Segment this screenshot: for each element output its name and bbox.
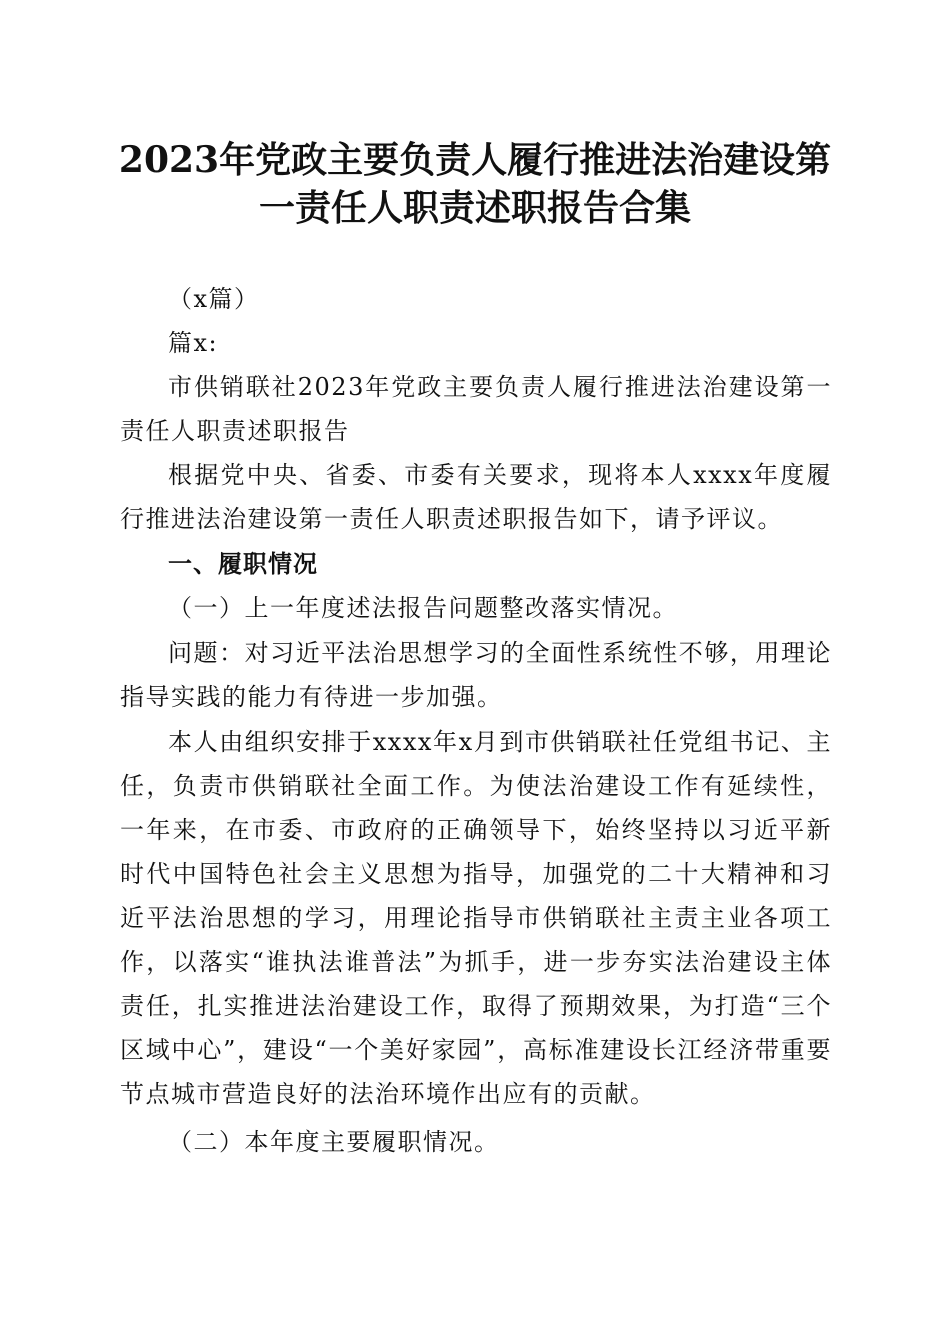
article-count-note: （x篇） xyxy=(168,285,260,313)
document-title-line-1: 2023年党政主要负责人履行推进法治建设第 xyxy=(118,139,832,181)
body-paragraph: 本人由组织安排于xxxx年x月到市供销联社任党组书记、主任，负责市供销联社全面工作。为使法治建设工作有延续性，一年来，在市委、市政府的正确领导下，始终坚持以习近平新时代中国特色社会主义思想为指导，加强党的二十大精神和习近平法治思想的学习，用理论指导市供销联社主责主业各项工作，以落实“谁执法谁普法”为抓手，进一步夯实法治建设主体责任，扎实推进法治建设工作，取得了预期效果，为打造“三个区域中心”，建设“一个美好家园”，高标准建设长江经济带重要节点城市营造良好的法治环境作出应有的贡献。 xyxy=(120,728,832,1108)
intro-paragraph: 根据党中央、省委、市委有关要求，现将本人xxxx年度履行推进法治建设第一责任人职责述职报告如下，请予评议。 xyxy=(120,461,832,533)
article-label: 篇x: xyxy=(168,329,219,357)
issue-paragraph: 问题：对习近平法治思想学习的全面性系统性不够，用理论指导实践的能力有待进一步加强。 xyxy=(120,639,832,711)
subsection-heading-2: （二）本年度主要履职情况。 xyxy=(168,1128,500,1156)
section-heading: 一、履职情况 xyxy=(168,550,318,578)
subsection-heading-1: （一）上一年度述法报告问题整改落实情况。 xyxy=(168,594,678,622)
document-title-line-2: 一责任人职责述职报告合集 xyxy=(258,187,691,229)
report-subtitle: 市供销联社2023年党政主要负责人履行推进法治建设第一责任人职责述职报告 xyxy=(120,373,832,445)
